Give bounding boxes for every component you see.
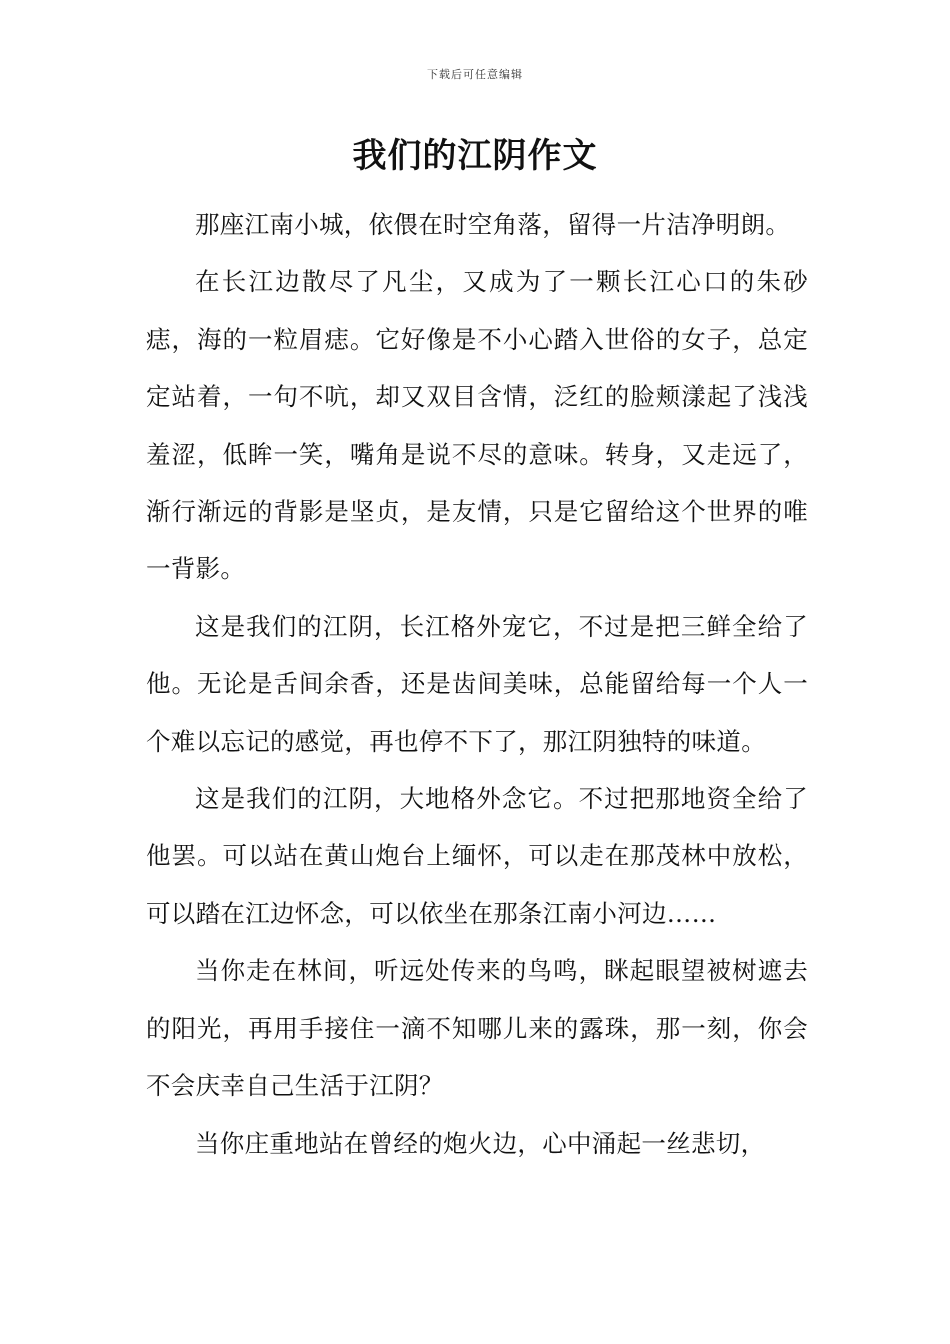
- document-body: [146, 196, 808, 1172]
- paragraph-2: 在长江边散尽了凡尘，又成为了一颗长江心口的朱砂痣，海的一粒眉痣。它好像是不小心踏入世俗的女子，总定定站着，一句不吭，却又双目含情，泛红的脸颊漾起了浅浅羞涩，低眸一笑，嘴角是说不尽的意味。转身，又走远了，渐行渐远的背影是坚贞，是友情，只是它留给这个世界的唯一背影。: [146, 267, 808, 584]
- paragraph-3: 这是我们的江阴，长江格外宠它，不过是把三鲜全给了他。无论是舌间余香，还是齿间美味，总能留给每一个人一个难以忘记的感觉，再也停不下了，那江阴独特的味道。: [146, 611, 808, 756]
- header-note: 下载后可任意编辑: [427, 68, 523, 81]
- document-title: 我们的江阴作文: [352, 136, 598, 176]
- paragraph-4: 这是我们的江阴，大地格外念它。不过把那地资全给了他罢。可以站在黄山炮台上缅怀，可以走在那茂林中放松，可以踏在江边怀念，可以依坐在那条江南小河边……: [146, 784, 808, 928]
- paragraph-1: 那座江南小城，依偎在时空角落，留得一片洁净明朗。: [195, 210, 791, 239]
- paragraph-6: 当你庄重地站在曾经的炮火边，心中涌起一丝悲切，: [195, 1128, 766, 1158]
- paragraph-5: 当你走在林间，听远处传来的鸟鸣，眯起眼望被树遮去的阳光，再用手接住一滴不知哪儿来的露珠，那一刻，你会不会庆幸自己生活于江阴？: [146, 956, 808, 1101]
